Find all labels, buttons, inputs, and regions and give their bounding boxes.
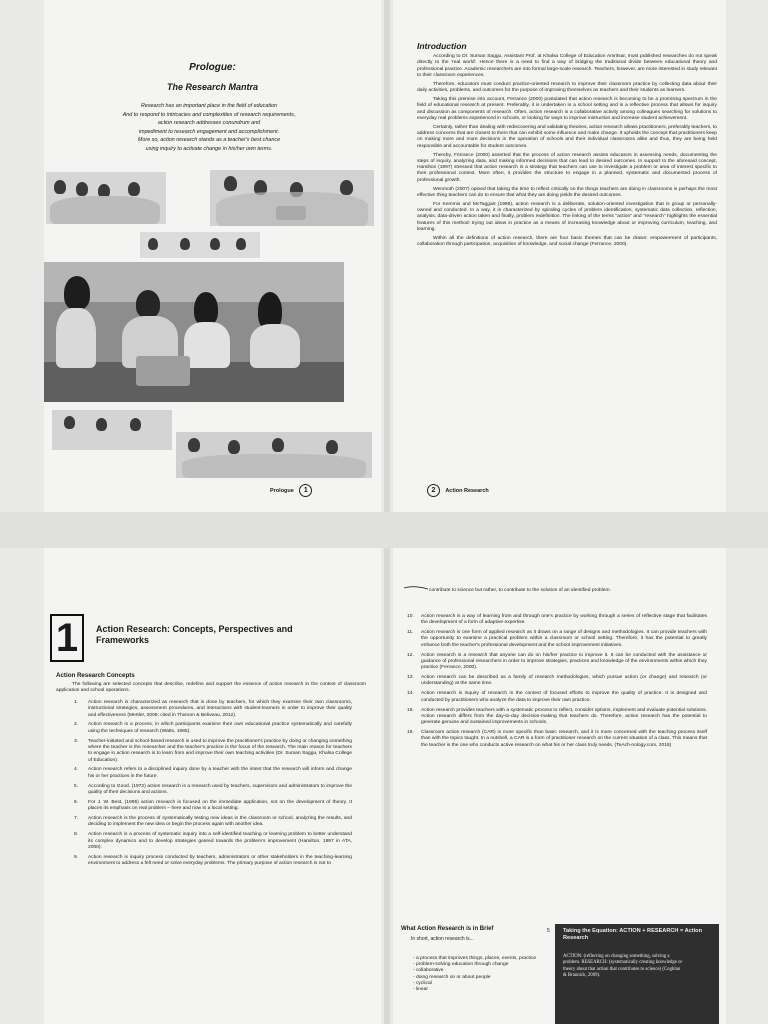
prologue-subtitle: The Research Mantra [166, 82, 259, 92]
paragraph: Therefore, educators must conduct practice-oriented research to improve their classroom practice by collecting data about their daily activities, problems, and outcomes for the purpose of improving themselves as teachers and their students as learners. [417, 81, 717, 94]
epigraph-line: More so, action research stands as a teacher's best chance [137, 137, 281, 144]
section-intro: The following are selected concepts that describe, redefine and support the essence of action research in the context of classroom application and school operations. [56, 682, 366, 694]
prologue-page [44, 0, 381, 512]
introduction-body [417, 54, 717, 251]
list-item: - collaborative [413, 968, 444, 974]
list-item: - cyclical [413, 980, 432, 986]
epigraph-line: impediment to research engagement and accomplishment. [138, 128, 280, 135]
prologue-footer [270, 484, 312, 497]
list-item: 15. Action research provides teachers with a systematic process to reflect, consider options, implement and evaluate potential solutions. Action research differs from the day-to-day decision-making that teachers do. Therefore, action research has the potential to generate genuine and sustained improvements in schools. [407, 707, 707, 726]
introduction-footer [427, 484, 489, 497]
continuation-text: contribute to science but rather, to contribute to the solution of an identified problem. [429, 588, 709, 594]
list-item: 6. For J. W. Best, (1995) action research is focused on the immediate application, not on the development of theory. It places its emphasis on real problem – here and now in a local setting. [74, 799, 352, 812]
page-separator [0, 512, 768, 548]
paragraph: According to Dr. Suman Saggu, Assistant Prof. at Khalsa College of Education Amritsar, most published researches do not speak directly to the 'real world'. Hence there is a need to find a way of bridging the traditional divide between educational theory and professional practice. Academic researchers are into formal large-scale research. Teachers, however, are more interested in study relevant to their classroom experiences. [417, 54, 717, 78]
prologue-title: Prologue: [189, 62, 236, 73]
paragraph: Within all the definitions of action research, there are four basic themes that can be drawn: empowerment of participants, collaboration through participation, acquisition of knowledge, and social change (Ferrance, 2000). [417, 235, 717, 248]
collage-main-photo [44, 262, 344, 402]
list-item: 11. Action research is one form of applied research as it draws on a range of designs and methodologies. It can provide teachers with the opportunity to examine a practical problem within a classroom or school setting. Therefore, it has the potential to greatly enhance both the teacher's professional development and the school improvement initiatives. [407, 630, 707, 648]
chapter-number: 1 [50, 614, 84, 662]
footer-label: Prologue [270, 487, 294, 494]
list-item: 10. Action research is a way of learning from and through one's practice by working through a series of reflective stage that facilitates the development of a form of adaptive expertise. [407, 614, 707, 626]
list-item: - a process that improves things, places, events, practice [413, 956, 537, 961]
collage-photo-top-left [46, 172, 166, 224]
section-heading: Action Research Concepts [56, 672, 135, 679]
chapter-title: Action Research: Concepts, Perspectives and Frameworks [96, 624, 293, 645]
chapter-page [44, 548, 381, 1024]
paragraph: Wenmoth (2007) opined that taking the time to reflect critically on the things teachers are doing in classrooms is perhaps the most effective thing teachers can do to ensure that what they are doing yields the desired outcomes. [417, 186, 717, 198]
list-item: 12. Action research is a research that anyone can do on his/her practice to improve it. It can be conducted with the assistance or guidance of professional researchers in order to improve strategies, practices and knowledge of the environments within which they practice (Ferrance, 2000). [407, 652, 707, 671]
list-item: 9. Action research is inquiry process conducted by teachers, administrators or other stakeholders in the teaching-learning environment to address a felt need or solve everyday problems. The primary purpose of action research is not to [74, 854, 352, 866]
prologue-epigraph [74, 102, 344, 154]
collage-strip [140, 232, 260, 258]
list-item: - problem-solving education through change [413, 962, 509, 968]
introduction-heading: Introduction [417, 41, 467, 51]
collage-photo-bottom-left [52, 410, 172, 450]
paragraph: For Kemmis and McTaggart (1988), action research is a deliberate, solution-oriented investigation that is group or personally-owned and conducted. In a way, it is characterized by spiraling cycles of problem identification, systematic data collection, reflection, analysis, data-driven action taken and finally, problem redefinition. The linking of the terms "action" and "research" highlights the essential features of this method: trying out ideas in practice as a means of increasing knowledge about or improving curriculum, teaching, and learning. [417, 201, 717, 232]
list-item: 3. Teacher-initiated and school-based research is used to improve the practitioner's practice by doing or changing something where the teacher is the researcher and the teacher's practice is the focus of the research. The main reason for teachers to engage in action research is to learn from and improve their own teaching activities (Dr. Suman Saggu, Khalsa College of Education). [74, 738, 352, 763]
epigraph-line: action research addresses conundrum and [157, 120, 261, 127]
paragraph: Taking this premise into account, Ferrance (2000) postulated that action research is becoming to be a promising spectrum in the field of educational research at present. Preferably, it is undertaken in a school setting and is a reflective process that allows for inquiry and discussion as components of research. Often, action research is a collaborative activity among colleagues searching for solutions to everyday real problems experienced in schools, or looking for ways to improve instruction and increase student achievement. [417, 96, 717, 121]
equation-sidebar [555, 924, 719, 1024]
chapter-continuation-page [393, 548, 726, 1024]
list-item: 7. Action research is the process of systematically testing new ideas in the classroom or school, analyzing the results, and deciding to implement the new idea or begin the process again with another idea. [74, 816, 352, 828]
list-item: - linear [413, 987, 428, 993]
list-item: 14. Action research is inquiry of research in the context of focused efforts to improve the quality of practice. It is designed and conducted by practitioners who analyze the data to improve their own practice. [407, 691, 707, 703]
brief-subheading: In short, action research is... [411, 936, 474, 942]
sidebar-heading: Taking the Equation: ACTION + RESEARCH = Action Research [563, 928, 703, 941]
collage-photo-top-right [210, 170, 374, 226]
list-item: - doing research on or about people [413, 974, 491, 980]
list-item: 8. Action research is a process of systematic inquiry into a self-identified teaching or learning problem to better understand its complex dynamics and to develop strategies geared towards the problem's improvement (Hamilton, 1997 in ATA, 2000). [74, 832, 352, 850]
list-item: 1. Action research is characterized as research that is done by teachers, for which they examine their own classrooms, instructional strategies, assessment procedures, and interactions with student-learners in order to improve their quality and effectiveness (Mertler, 2009; cited in Thorson & Beliveau, 2012). [74, 700, 352, 718]
paragraph: Thereby, Ferrance (2000) asserted that the process of action research assists educators in assessing needs, documenting the steps of inquiry, analyzing data, and making informed decisions that can lead to desired outcomes. In support to the aforesaid concept, Hamilton (1997) stressed that action research is a strategy that teachers can use to investigate a problem or area of interest specific to their professional context. More often, it provides the structure to engage in a planned, systematic and documented process of professional growth. [417, 152, 717, 183]
epigraph-line: Research has an important place in the field of education [140, 103, 278, 109]
page-number: 2 [427, 484, 440, 497]
footer-label: Action Research [445, 487, 489, 494]
list-item: 16. Classroom action research (CAR) is more specific than basic research, and it is more concerned with the teaching process itself than with the topics taught. In a nutshell, a CAR is a form of practitioner research on the current situation of a class. This means that the teacher is the one who conducts active research on what his or her class truly needs. (TeAch-nology.com, 2018) [407, 730, 707, 748]
paragraph: Certainly, rather than dealing with rediscovering and validating theories, action research allows practitioners, preferably teachers, to address concerns that are closest to them that can exhibit some influence and make change. It upholds the concept that practitioners keep on making more and more decisions in the operation of schools and their individual classrooms alike and thus, they are being held responsible and accountable for student outcomes. [417, 124, 717, 149]
brief-heading: What Action Research is in Brief [401, 926, 494, 932]
introduction-page [393, 0, 726, 512]
list-item: 2. Action research is a process, in which participants examine their own educational practice systematically and carefully using the techniques of research (Watts, 1985). [74, 722, 352, 734]
brief-list [413, 956, 536, 993]
concepts-list-left [74, 700, 352, 871]
list-item: 5. According to Good, (1972) action research is a research used by teachers, supervisors and administrators to improve the quality of their decisions and actions. [74, 783, 352, 795]
epigraph-line: And to respond to intricacies and complexities of research requirements, [122, 111, 296, 118]
collage-photo-bottom-right [176, 432, 372, 478]
sidebar-text: ACTION: (reflecting on changing something, solving a problem. RESEARCH: (systematically creating knowledge or theory about that action that contributes to science) (Coghlan & Brannick, 2009). [563, 954, 683, 978]
list-item: 13. Action research can be described as a family of research methodologies, which pursue action (or change) and research (or understanding) at the same time. [407, 675, 707, 687]
concepts-list-right [407, 614, 707, 753]
sidebar-number: 5 [547, 928, 550, 934]
list-item: 4. Action research refers to a disciplined inquiry done by a teacher with the intent that the research will inform and change his or her practices in the future. [74, 767, 352, 779]
epigraph-line: using inquiry to activate change in his/her own terms. [145, 145, 273, 152]
pen-mark-arrow [403, 585, 429, 591]
page-number: 1 [299, 484, 312, 497]
